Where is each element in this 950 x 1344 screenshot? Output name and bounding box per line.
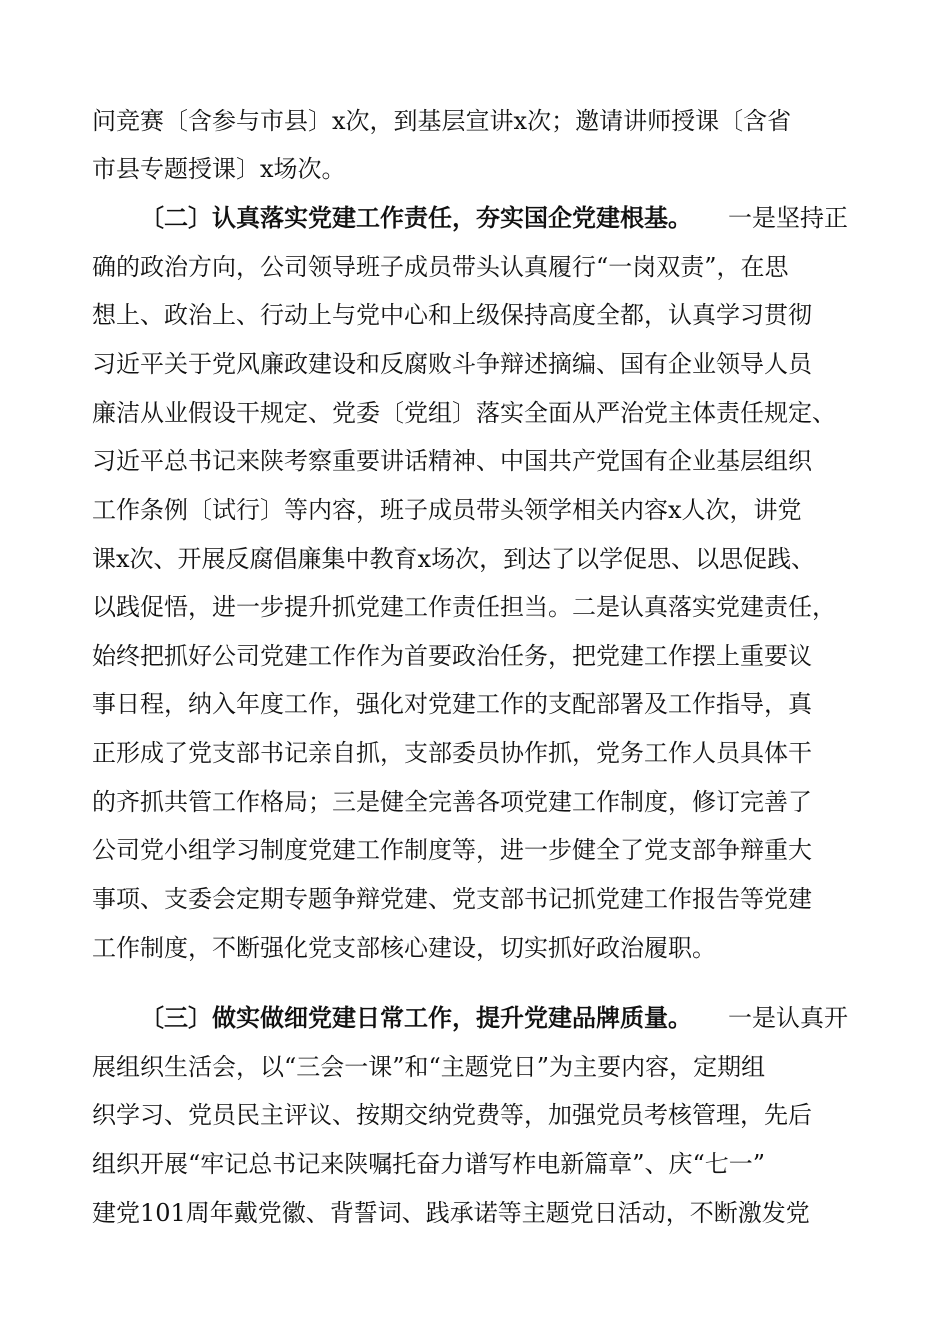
section-heading-2: 〔二〕认真落实党建工作责任，夯实国企党建根基。 bbox=[140, 203, 692, 232]
line-text: 习近平关于党风廉政建设和反腐败斗争辩述摘编、国有企业领导人员 bbox=[92, 350, 812, 378]
line-text: 课x次、开展反腐倡廉集中教育x场次，到达了以学促思、以思促践、 bbox=[92, 545, 816, 573]
text-line bbox=[0, 875, 950, 923]
line-text: 一是坚持正 bbox=[728, 204, 848, 232]
line-text: 始终把抓好公司党建工作作为首要政治任务，把党建工作摆上重要议 bbox=[92, 642, 812, 670]
text-line bbox=[0, 1189, 950, 1237]
text-line bbox=[0, 340, 950, 388]
text-line bbox=[0, 729, 950, 777]
text-line bbox=[0, 243, 950, 291]
line-text: 正形成了党支部书记亲自抓，支部委员协作抓，党务工作人员具体干 bbox=[92, 739, 812, 767]
line-text: 市县专题授课〕x场次。 bbox=[92, 155, 346, 183]
section-heading-line bbox=[0, 194, 950, 242]
text-line bbox=[0, 145, 950, 193]
section-heading-3: 〔三〕做实做细党建日常工作，提升党建品牌质量。 bbox=[140, 1003, 692, 1032]
line-text: 确的政治方向，公司领导班子成员带头认真履行“一岗双责”，在思 bbox=[92, 253, 789, 281]
text-line bbox=[0, 924, 950, 972]
text-line bbox=[0, 437, 950, 485]
line-text: 事项、支委会定期专题争辩党建、党支部书记抓党建工作报告等党建 bbox=[92, 885, 812, 913]
line-text: 廉洁从业假设干规定、党委〔党组〕落实全面从严治党主体责任规定、 bbox=[92, 399, 836, 427]
line-text: 以践促悟，进一步提升抓党建工作责任担当。二是认真落实党建责任， bbox=[92, 593, 836, 621]
line-text: 的齐抓共管工作格局；三是健全完善各项党建工作制度，修订完善了 bbox=[92, 788, 812, 816]
line-text: 工作制度，不断强化党支部核心建设，切实抓好政治履职。 bbox=[92, 934, 716, 962]
line-text: 工作条例〔试行〕等内容，班子成员带头领学相关内容x人次，讲党 bbox=[92, 496, 802, 524]
text-line bbox=[0, 291, 950, 339]
line-text: 建党101周年戴党徽、背誓词、践承诺等主题党日活动，不断激发党 bbox=[92, 1199, 810, 1227]
text-line bbox=[0, 389, 950, 437]
line-text: 组织开展“牢记总书记来陕嘱托奋力谱写柞电新篇章”、庆“七一” bbox=[92, 1150, 766, 1178]
text-line bbox=[0, 1091, 950, 1139]
text-line bbox=[0, 826, 950, 874]
line-text: 想上、政治上、行动上与党中心和上级保持高度全都，认真学习贯彻 bbox=[92, 301, 812, 329]
text-line bbox=[0, 632, 950, 680]
text-line bbox=[0, 1043, 950, 1091]
section-heading-line bbox=[0, 994, 950, 1042]
line-text: 事日程，纳入年度工作，强化对党建工作的支配部署及工作指导，真 bbox=[92, 690, 812, 718]
text-line bbox=[0, 486, 950, 534]
text-line bbox=[0, 535, 950, 583]
line-text: 习近平总书记来陕考察重要讲话精神、中国共产党国有企业基层组织 bbox=[92, 447, 812, 475]
line-text: 一是认真开 bbox=[728, 1004, 848, 1032]
line-text: 织学习、党员民主评议、按期交纳党费等，加强党员考核管理，先后 bbox=[92, 1101, 812, 1129]
text-line bbox=[0, 778, 950, 826]
line-text: 问竞赛〔含参与市县〕x次，到基层宣讲x次；邀请讲师授课〔含省 bbox=[92, 107, 792, 135]
text-line bbox=[0, 1140, 950, 1188]
text-line bbox=[0, 583, 950, 631]
line-text: 公司党小组学习制度党建工作制度等，进一步健全了党支部争辩重大 bbox=[92, 836, 812, 864]
line-text: 展组织生活会，以“三会一课”和“主题党日”为主要内容，定期组 bbox=[92, 1053, 766, 1081]
text-line bbox=[0, 97, 950, 145]
text-line bbox=[0, 680, 950, 728]
